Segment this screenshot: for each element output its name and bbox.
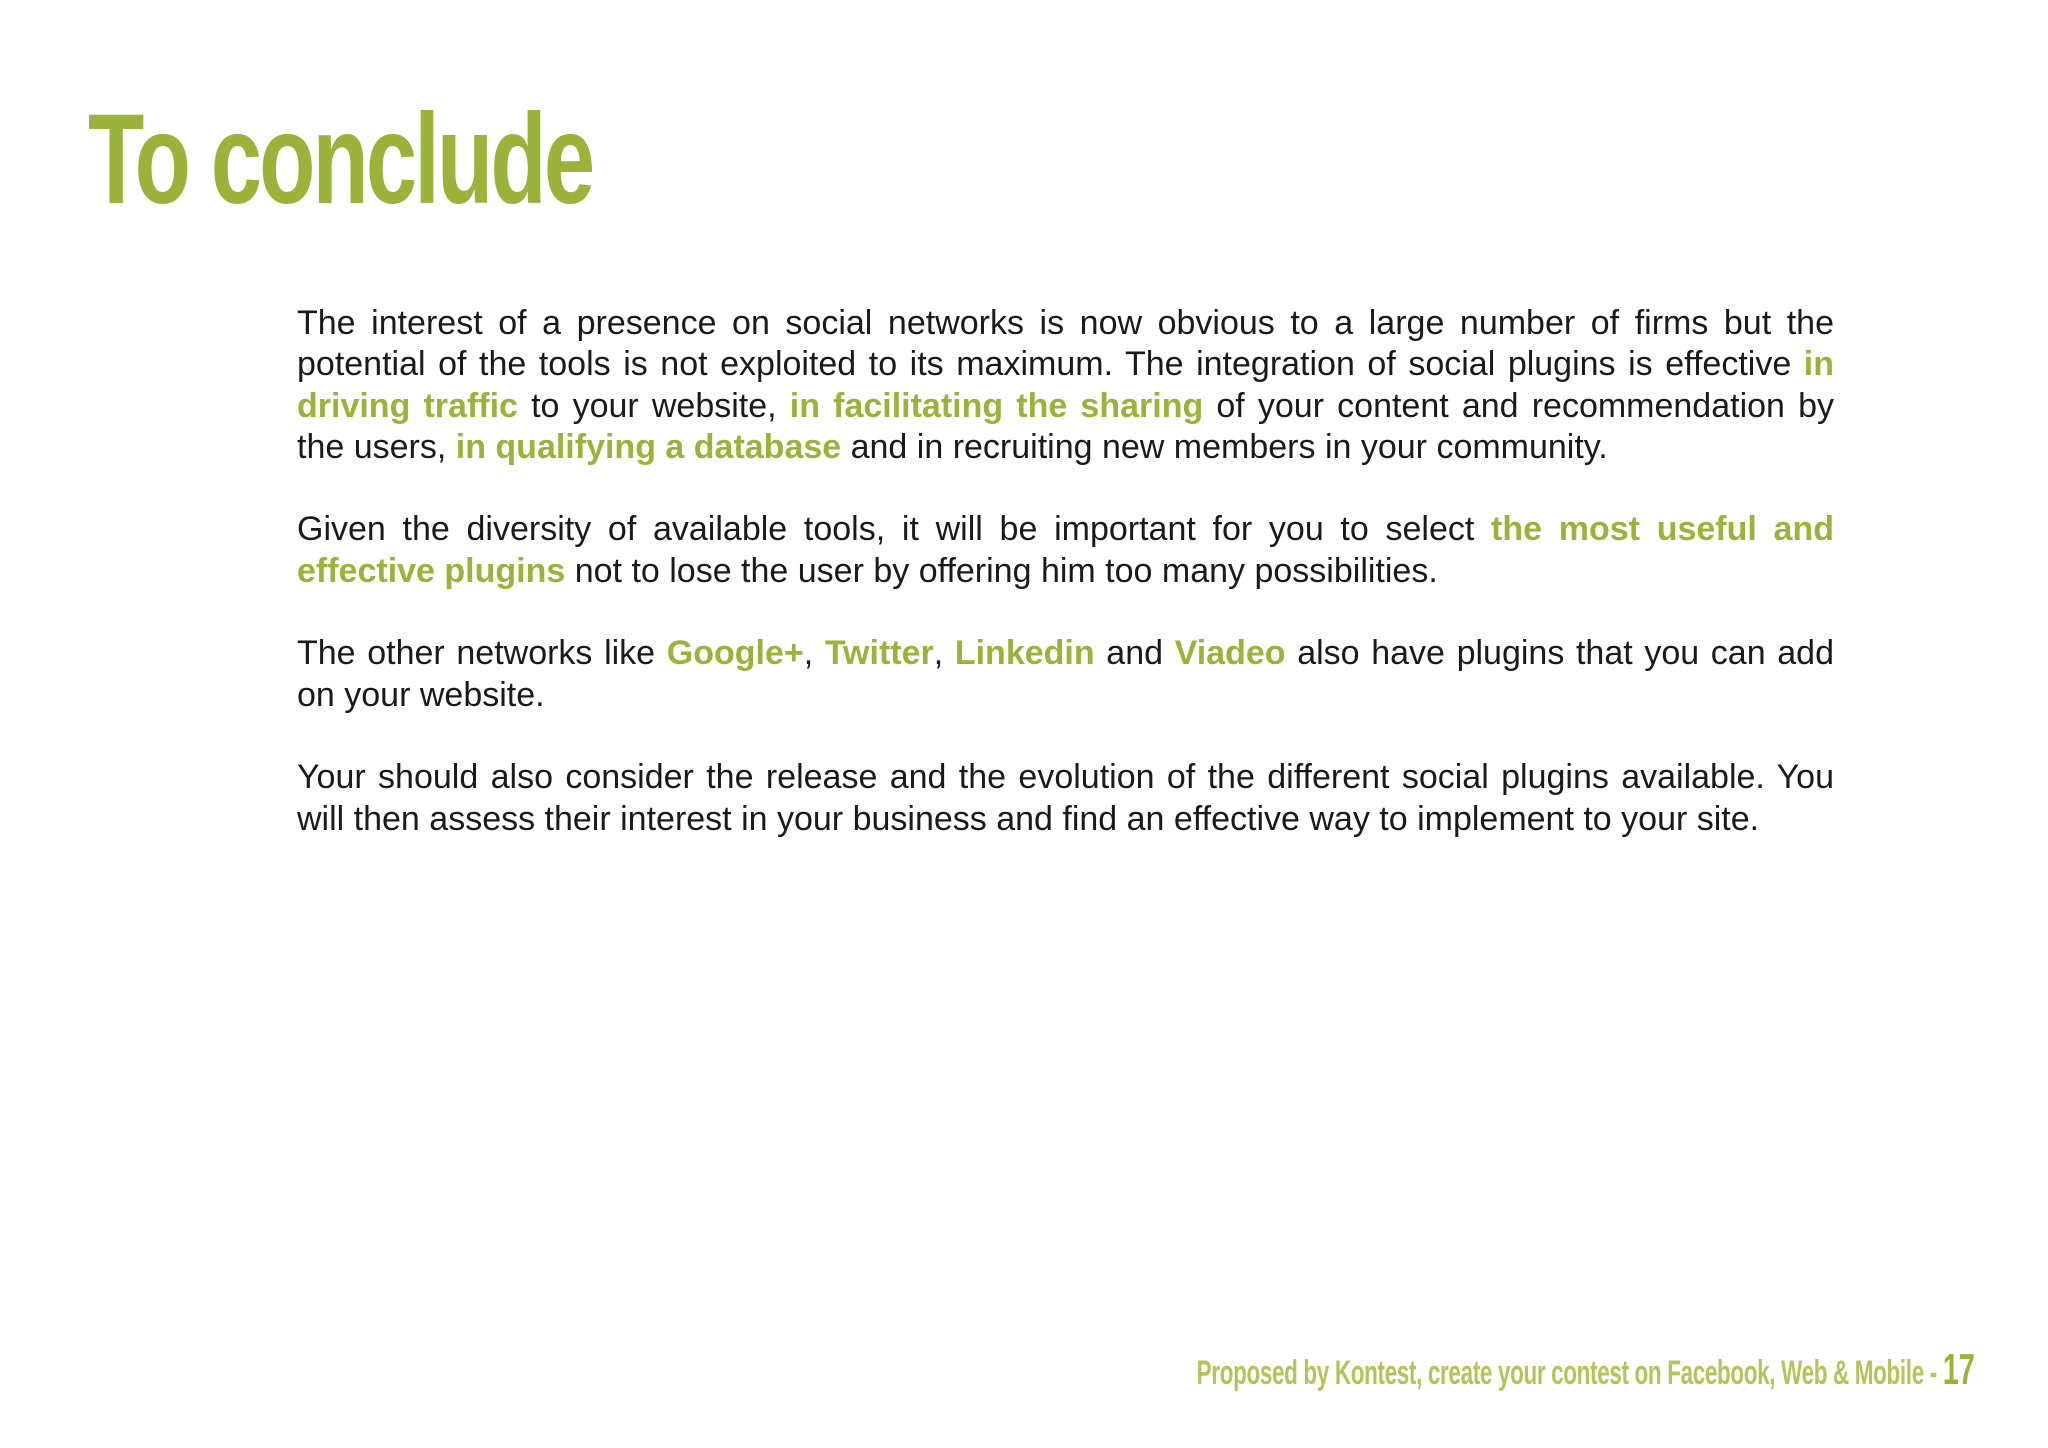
text-span: Your should also consider the release and the evolution of the different social plugins available. You will then assess their interest in your business and find an effective way to implement to your site. xyxy=(297,758,1834,838)
page-footer xyxy=(1196,1345,1974,1394)
text-span: , xyxy=(933,634,955,673)
text-span: The other networks like xyxy=(297,634,667,673)
text-span: to your website, xyxy=(517,386,790,425)
page-number: 17 xyxy=(1942,1345,1974,1394)
text-span: The interest of a presence on social networks is now obvious to a large number of firms but the potential of the tools is not exploited to its maximum. The integration of social plugins is effective xyxy=(297,304,1834,384)
text-span: and in recruiting new members in your community. xyxy=(841,427,1608,466)
text-span: not to lose the user by offering him too many possibilities. xyxy=(565,551,1438,590)
highlight-qualifying-database: in qualifying a database xyxy=(455,427,842,466)
text-span: , xyxy=(803,634,825,673)
highlight-driving-traffic: in driving traffic xyxy=(297,345,1834,425)
body-text xyxy=(297,303,1834,881)
text-span: and xyxy=(1094,634,1175,673)
highlight-linkedin: Linkedin xyxy=(954,634,1095,673)
paragraph-3 xyxy=(297,633,1834,716)
footer-text: Proposed by Kontest, create your contest on Facebook, Web & Mobile - xyxy=(1196,1354,1943,1392)
text-span: of your content and recommendation by the users, xyxy=(297,386,1834,466)
paragraph-2 xyxy=(297,509,1834,592)
highlight-viadeo: Viadeo xyxy=(1174,634,1286,673)
paragraph-4 xyxy=(297,757,1834,840)
page-title: To conclude xyxy=(88,88,593,231)
highlight-twitter: Twitter xyxy=(824,634,934,673)
text-span: Given the diversity of available tools, it will be important for you to select xyxy=(297,510,1492,549)
highlight-facilitating-sharing: in facilitating the sharing xyxy=(789,386,1204,425)
highlight-google-plus: Google+ xyxy=(666,634,804,673)
text-span: also have plugins that you can add on your website. xyxy=(297,634,1834,714)
paragraph-1 xyxy=(297,303,1834,468)
highlight-useful-plugins: the most useful and effective plugins xyxy=(297,510,1834,590)
